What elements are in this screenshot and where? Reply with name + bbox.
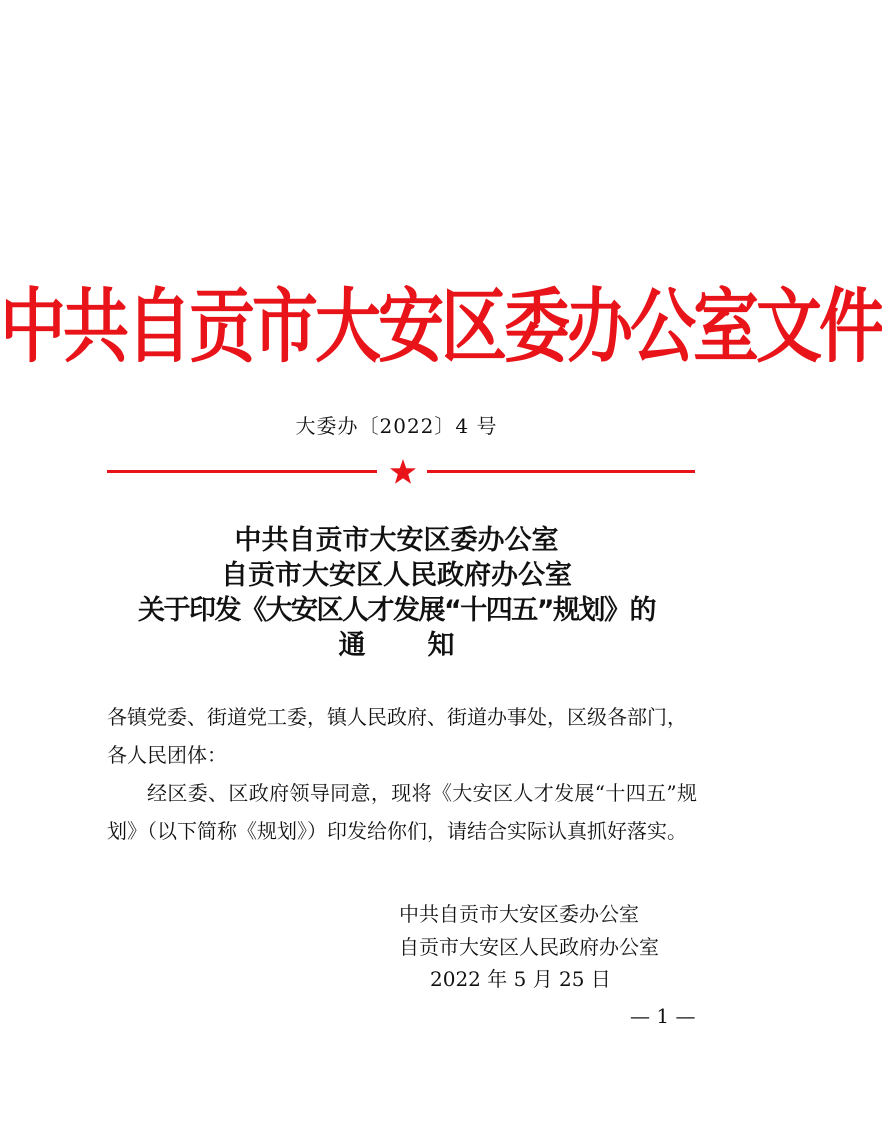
red-rule-left (107, 470, 377, 473)
title-line-1: 中共自贡市大安区委办公室 (234, 525, 559, 556)
title-line-2: 自贡市大安区人民政府办公室 (221, 560, 572, 591)
star-icon (389, 458, 417, 486)
red-masthead: 中共自贡市大安区委办公室文件 (0, 280, 882, 375)
title-char-tong: 通 (338, 630, 366, 661)
title-line-3: 关于印发《大安区人才发展“十四五”规划》的 (138, 595, 655, 626)
signature-org-1: 中共自贡市大安区委办公室 (399, 902, 639, 926)
addressee: 各镇党委、街道党工委，镇人民政府、街道办事处，区级各部门，各人民团体： (107, 705, 687, 767)
body-paragraph: 经区委、区政府领导同意，现将《大安区人才发展“十四五”规划》（以下简称《规划》）印发给你们，请结合实际认真抓好落实。 (107, 781, 697, 843)
signature-org-2: 自贡市大安区人民政府办公室 (399, 935, 659, 959)
signature-date: 2022 年 5 月 25 日 (430, 967, 611, 991)
title-line-4 (90, 628, 703, 663)
document-title (90, 523, 703, 663)
title-char-zhi: 知 (427, 630, 455, 661)
page-number: — 1 — (630, 1004, 696, 1028)
document-number: 大委办〔2022〕4 号 (295, 414, 498, 438)
red-rule-right (427, 470, 695, 473)
